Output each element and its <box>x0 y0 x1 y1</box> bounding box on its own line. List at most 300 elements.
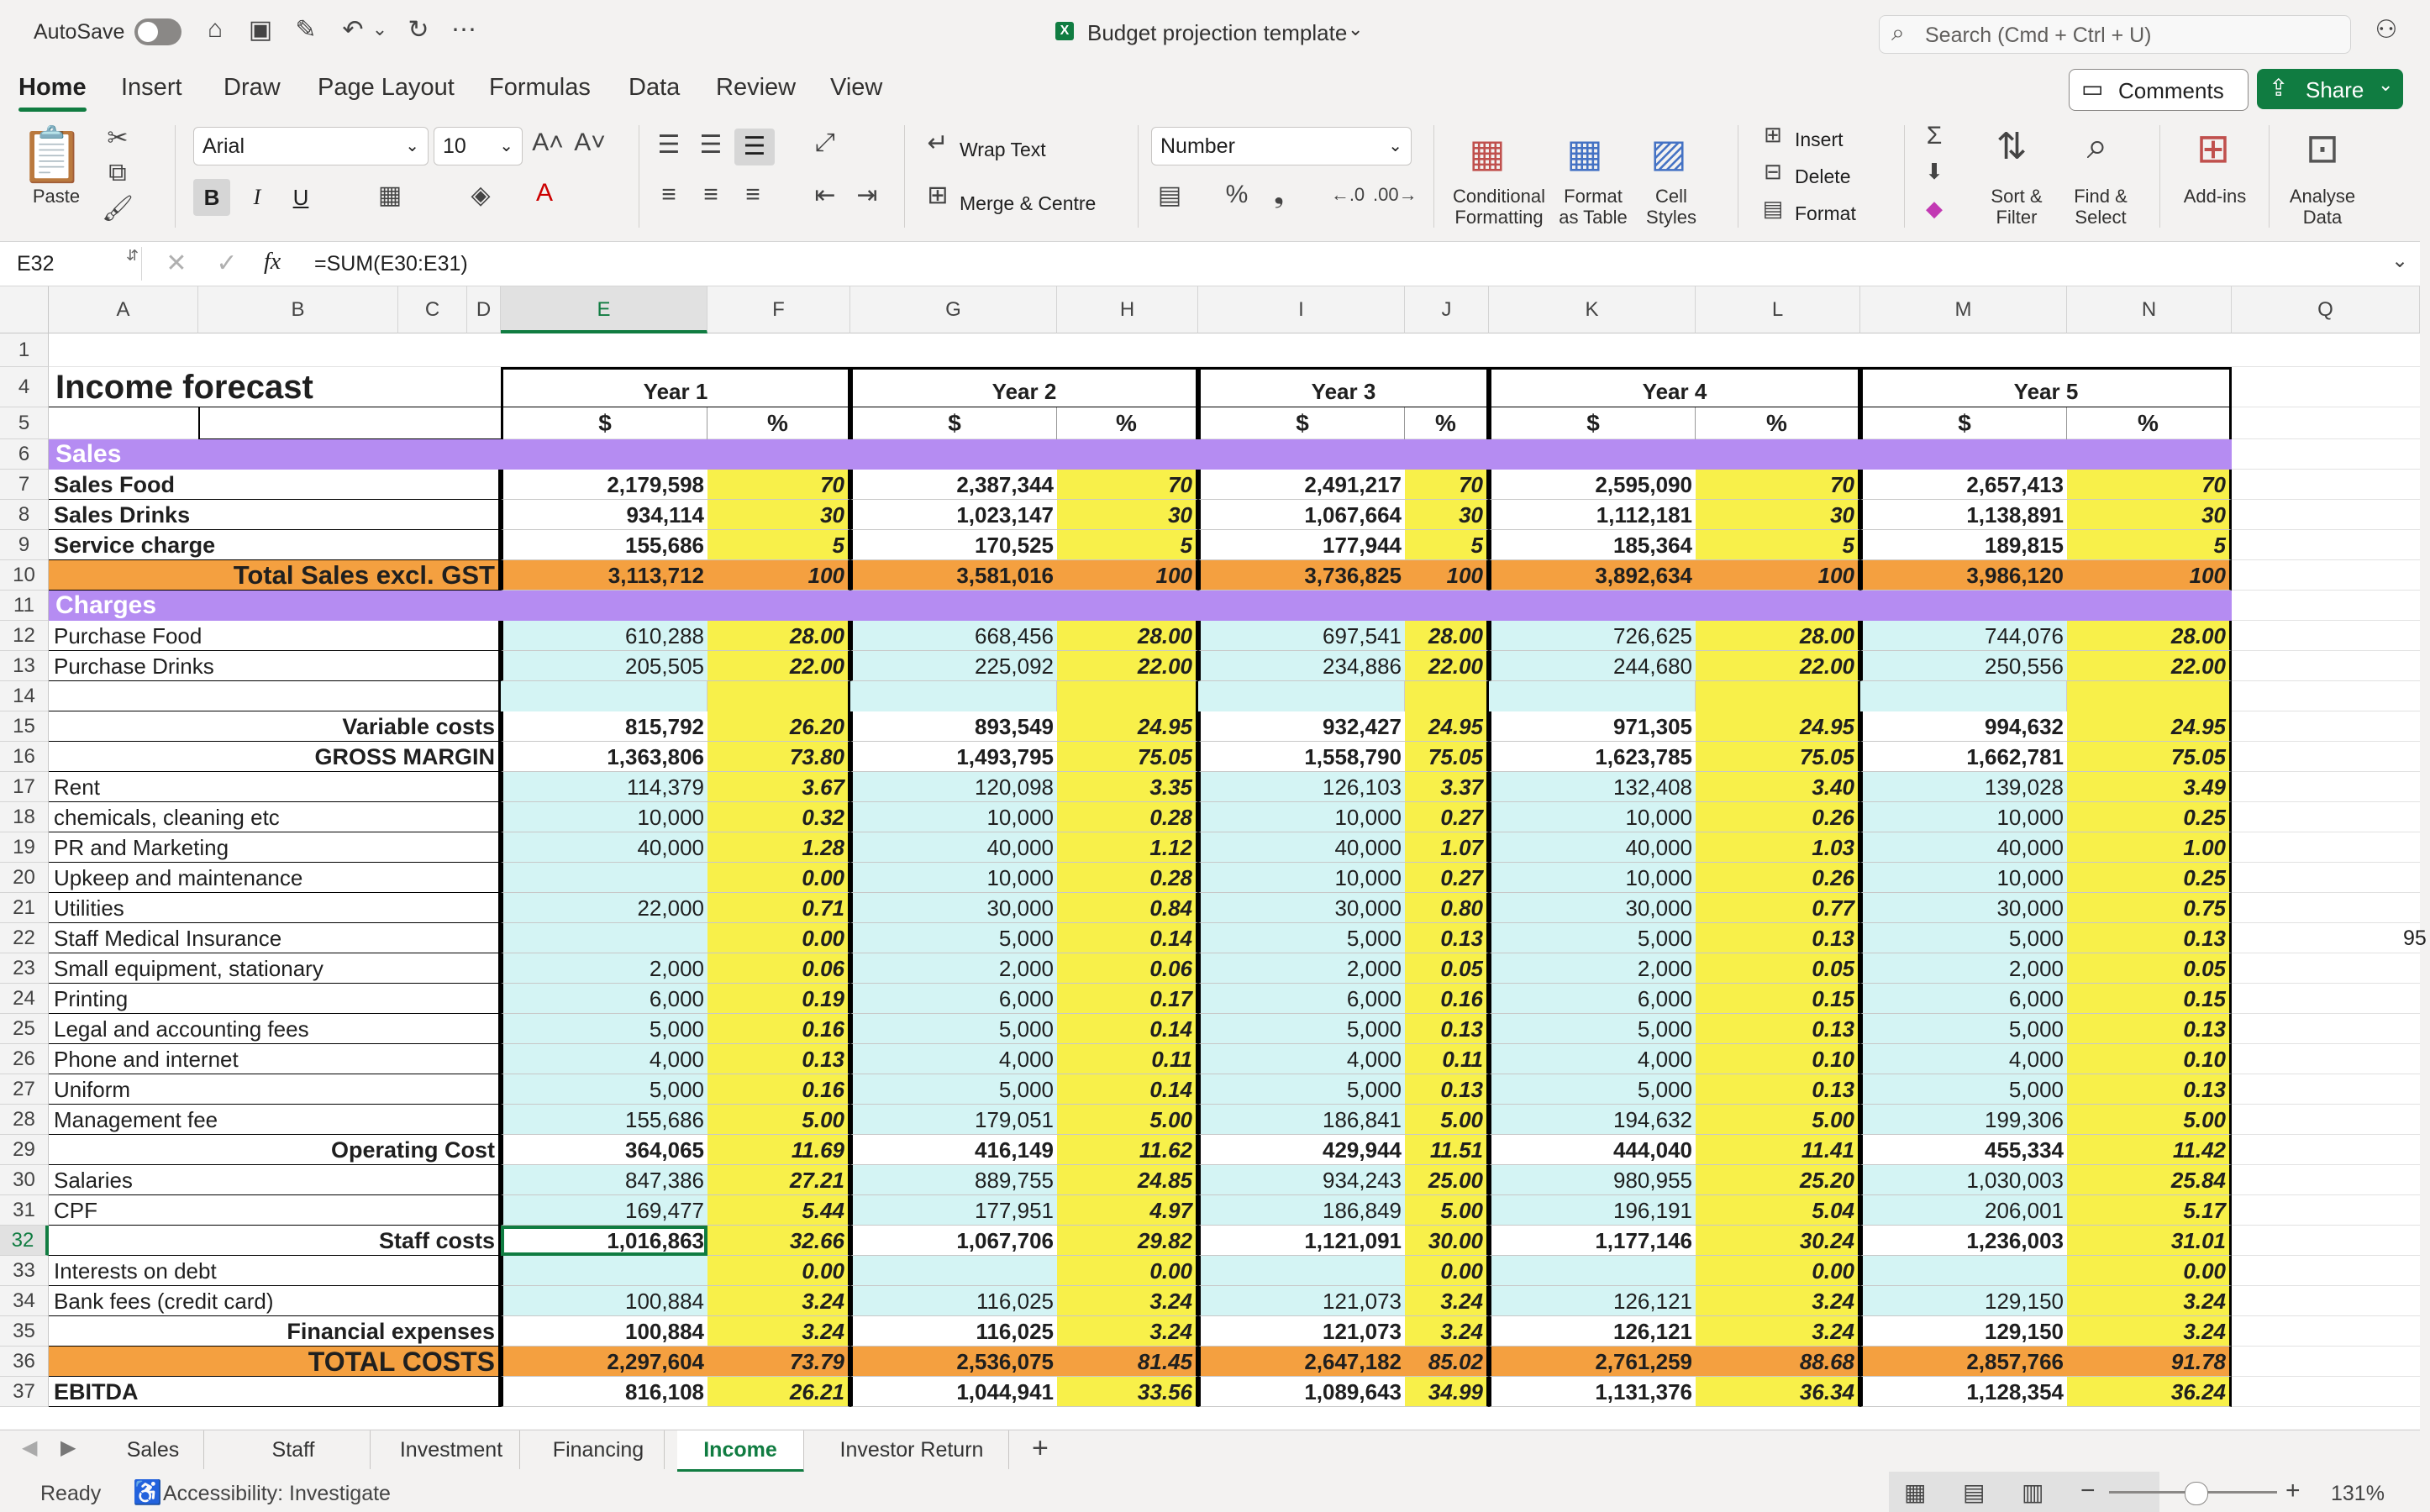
percent-cell[interactable]: 0.84 <box>1057 893 1198 923</box>
percent-cell[interactable]: 5.00 <box>1405 1195 1489 1226</box>
percent-cell[interactable]: 11.51 <box>1405 1135 1489 1165</box>
value-cell[interactable]: 1,493,795 <box>850 742 1057 772</box>
percent-cell[interactable]: 100 <box>707 560 850 591</box>
percent-cell[interactable]: 0.16 <box>707 1014 850 1044</box>
percent-cell[interactable] <box>707 681 850 711</box>
row-header[interactable]: 21 <box>0 893 49 923</box>
value-cell[interactable]: 6,000 <box>501 984 707 1014</box>
row-header[interactable]: 32 <box>0 1226 49 1256</box>
value-cell[interactable]: 2,000 <box>1860 953 2067 984</box>
percent-cell[interactable]: 36.34 <box>1696 1377 1860 1407</box>
value-cell[interactable]: 40,000 <box>501 832 707 863</box>
value-cell[interactable]: 155,686 <box>501 530 707 560</box>
sort-filter-label[interactable]: Sort & Filter <box>1991 186 2043 228</box>
percent-cell[interactable]: 0.06 <box>1057 953 1198 984</box>
value-cell[interactable]: 668,456 <box>850 621 1057 651</box>
value-cell[interactable]: 5,000 <box>850 1074 1057 1105</box>
value-cell[interactable]: 1,023,147 <box>850 500 1057 530</box>
column-header[interactable]: L <box>1696 286 1860 333</box>
clear-icon[interactable]: ◆ <box>1926 196 1943 221</box>
column-header[interactable]: C <box>398 286 467 333</box>
percent-cell[interactable]: 28.00 <box>1696 621 1860 651</box>
percent-cell[interactable]: 100 <box>1057 560 1198 591</box>
value-cell[interactable]: 2,647,182 <box>1198 1347 1405 1377</box>
value-cell[interactable]: 114,379 <box>501 772 707 802</box>
percent-cell[interactable]: 5.17 <box>2067 1195 2232 1226</box>
percent-cell[interactable]: 24.95 <box>1057 711 1198 742</box>
percent-cell[interactable]: 0.13 <box>1696 923 1860 953</box>
percent-cell[interactable]: 0.00 <box>1057 1256 1198 1286</box>
increase-decimal-icon[interactable]: ←.0 <box>1330 184 1365 205</box>
percent-cell[interactable]: 22.00 <box>707 651 850 681</box>
column-header[interactable]: K <box>1489 286 1696 333</box>
sheet-tab[interactable]: Investor Return <box>815 1431 1009 1469</box>
value-cell[interactable] <box>1489 1256 1696 1286</box>
percent-cell[interactable]: 30 <box>1696 500 1860 530</box>
value-cell[interactable]: 10,000 <box>1489 802 1696 832</box>
percent-cell[interactable]: 0.11 <box>1057 1044 1198 1074</box>
value-cell[interactable]: 250,556 <box>1860 651 2067 681</box>
row-label[interactable]: Upkeep and maintenance <box>49 863 501 893</box>
percent-cell[interactable]: 0.26 <box>1696 863 1860 893</box>
align-center-icon[interactable]: ≡ <box>703 181 718 208</box>
value-cell[interactable] <box>1860 681 2067 711</box>
column-header[interactable]: F <box>707 286 850 333</box>
zoom-out-icon[interactable]: − <box>2080 1477 2096 1504</box>
row-label[interactable]: chemicals, cleaning etc <box>49 802 501 832</box>
row-header[interactable]: 9 <box>0 530 49 560</box>
row-header[interactable]: 37 <box>0 1377 49 1407</box>
row-label[interactable]: Printing <box>49 984 501 1014</box>
value-cell[interactable]: 185,364 <box>1489 530 1696 560</box>
percent-cell[interactable]: 0.00 <box>707 1256 850 1286</box>
percent-cell[interactable]: 5 <box>707 530 850 560</box>
percent-cell[interactable]: 4.97 <box>1057 1195 1198 1226</box>
percent-cell[interactable]: 0.28 <box>1057 863 1198 893</box>
zoom-slider-thumb[interactable] <box>2185 1482 2208 1505</box>
row-header[interactable]: 11 <box>0 591 49 621</box>
value-cell[interactable]: 169,477 <box>501 1195 707 1226</box>
row-header[interactable]: 16 <box>0 742 49 772</box>
value-cell[interactable]: 1,662,781 <box>1860 742 2067 772</box>
save-icon[interactable]: ▣ <box>248 16 273 44</box>
column-header[interactable]: M <box>1860 286 2067 333</box>
value-cell[interactable]: 934,114 <box>501 500 707 530</box>
value-cell[interactable]: 744,076 <box>1860 621 2067 651</box>
percent-style-icon[interactable]: % <box>1225 181 1249 208</box>
conditional-formatting-icon[interactable]: ▦ <box>1469 131 1506 175</box>
row-label[interactable]: Bank fees (credit card) <box>49 1286 501 1316</box>
value-cell[interactable]: 1,121,091 <box>1198 1226 1405 1256</box>
percent-cell[interactable]: 22.00 <box>1405 651 1489 681</box>
borders-icon[interactable]: ▦ <box>377 181 402 209</box>
value-cell[interactable] <box>1198 681 1405 711</box>
row-label[interactable]: Phone and internet <box>49 1044 501 1074</box>
percent-cell[interactable]: 11.42 <box>2067 1135 2232 1165</box>
row-label[interactable]: Total Sales excl. GST <box>49 560 501 591</box>
percent-cell[interactable]: 11.41 <box>1696 1135 1860 1165</box>
comma-style-icon[interactable]: ❟ <box>1274 181 1284 208</box>
value-cell[interactable]: 934,243 <box>1198 1165 1405 1195</box>
format-as-table-icon[interactable]: ▦ <box>1566 131 1603 175</box>
row-label[interactable]: Staff Medical Insurance <box>49 923 501 953</box>
value-cell[interactable]: 186,849 <box>1198 1195 1405 1226</box>
percent-cell[interactable]: 0.14 <box>1057 923 1198 953</box>
decrease-decimal-icon[interactable]: .00→ <box>1373 184 1418 205</box>
value-cell[interactable]: 155,686 <box>501 1105 707 1135</box>
value-cell[interactable]: 1,128,354 <box>1860 1377 2067 1407</box>
row-label[interactable]: Sales Food <box>49 470 501 500</box>
format-as-table-label[interactable]: Format as Table <box>1559 186 1628 228</box>
value-cell[interactable]: 932,427 <box>1198 711 1405 742</box>
row-label[interactable]: TOTAL COSTS <box>49 1347 501 1377</box>
percent-cell[interactable]: 0.77 <box>1696 893 1860 923</box>
percent-cell[interactable]: 30 <box>707 500 850 530</box>
value-cell[interactable]: 610,288 <box>501 621 707 651</box>
share-button[interactable] <box>2257 69 2403 109</box>
value-cell[interactable]: 1,030,003 <box>1860 1165 2067 1195</box>
insert-cells-icon[interactable]: ⊞ <box>1764 122 1782 147</box>
row-label[interactable]: GROSS MARGIN <box>49 742 501 772</box>
value-cell[interactable]: 1,067,664 <box>1198 500 1405 530</box>
percent-cell[interactable]: 0.06 <box>707 953 850 984</box>
expand-formula-bar-icon[interactable]: ⌄ <box>2391 249 2409 272</box>
wrap-text-icon[interactable]: ↵ <box>927 129 949 157</box>
increase-indent-icon[interactable]: ⇥ <box>856 181 878 209</box>
value-cell[interactable]: 2,000 <box>501 953 707 984</box>
percent-cell[interactable]: 28.00 <box>1405 621 1489 651</box>
percent-cell[interactable] <box>1405 681 1489 711</box>
value-cell[interactable]: 10,000 <box>1198 863 1405 893</box>
enter-icon[interactable]: ✓ <box>216 249 238 277</box>
row-header[interactable]: 10 <box>0 560 49 591</box>
decrease-indent-icon[interactable]: ⇤ <box>814 181 836 209</box>
value-cell[interactable]: 2,761,259 <box>1489 1347 1696 1377</box>
percent-cell[interactable]: 3.49 <box>2067 772 2232 802</box>
value-cell[interactable]: 40,000 <box>1860 832 2067 863</box>
addins-icon[interactable]: ⊞ <box>2196 127 2231 171</box>
percent-cell[interactable]: 5.44 <box>707 1195 850 1226</box>
percent-cell[interactable]: 26.20 <box>707 711 850 742</box>
undo-dropdown-icon[interactable]: ⌄ <box>371 18 388 39</box>
sheet-tab[interactable]: Staff <box>217 1431 371 1469</box>
row-label[interactable]: PR and Marketing <box>49 832 501 863</box>
percent-cell[interactable]: 3.24 <box>1405 1316 1489 1347</box>
formula-input[interactable]: =SUM(E30:E31) <box>314 252 468 276</box>
column-header[interactable]: E <box>501 286 707 333</box>
value-cell[interactable]: 10,000 <box>501 802 707 832</box>
value-cell[interactable]: 6,000 <box>1489 984 1696 1014</box>
value-cell[interactable]: 2,000 <box>1489 953 1696 984</box>
value-cell[interactable]: 116,025 <box>850 1316 1057 1347</box>
percent-cell[interactable]: 0.10 <box>1696 1044 1860 1074</box>
percent-cell[interactable]: 22.00 <box>2067 651 2232 681</box>
value-cell[interactable] <box>1198 1256 1405 1286</box>
row-header[interactable]: 18 <box>0 802 49 832</box>
fill-icon[interactable]: ⬇ <box>1925 159 1943 184</box>
percent-cell[interactable]: 0.25 <box>2067 802 2232 832</box>
value-cell[interactable]: 179,051 <box>850 1105 1057 1135</box>
row-label[interactable]: Uniform <box>49 1074 501 1105</box>
paste-icon[interactable]: 📋 <box>18 124 86 185</box>
percent-cell[interactable]: 0.10 <box>2067 1044 2232 1074</box>
cut-icon[interactable]: ✂ <box>107 124 129 152</box>
percent-cell[interactable]: 0.13 <box>1405 1014 1489 1044</box>
value-cell[interactable]: 244,680 <box>1489 651 1696 681</box>
select-all-corner[interactable] <box>0 286 49 333</box>
percent-cell[interactable]: 5.00 <box>1696 1105 1860 1135</box>
label-cell[interactable] <box>198 407 501 439</box>
row-label[interactable]: Variable costs <box>49 711 501 742</box>
percent-cell[interactable]: 75.05 <box>1057 742 1198 772</box>
value-cell[interactable]: 5,000 <box>501 1014 707 1044</box>
value-cell[interactable]: 2,387,344 <box>850 470 1057 500</box>
row-label[interactable]: Sales Drinks <box>49 500 501 530</box>
percent-cell[interactable]: 36.24 <box>2067 1377 2232 1407</box>
value-cell[interactable]: 177,944 <box>1198 530 1405 560</box>
percent-cell[interactable]: 73.79 <box>707 1347 850 1377</box>
percent-cell[interactable]: 5 <box>1405 530 1489 560</box>
value-cell[interactable]: 10,000 <box>1860 863 2067 893</box>
percent-cell[interactable]: 0.71 <box>707 893 850 923</box>
percent-cell[interactable]: 70 <box>707 470 850 500</box>
row-label[interactable]: Rent <box>49 772 501 802</box>
tab-home[interactable]: Home <box>18 74 87 101</box>
value-cell[interactable]: 2,857,766 <box>1860 1347 2067 1377</box>
row-header[interactable]: 33 <box>0 1256 49 1286</box>
percent-cell[interactable]: 100 <box>1696 560 1860 591</box>
row-label[interactable]: Service charge <box>49 530 501 560</box>
row-header[interactable]: 36 <box>0 1347 49 1377</box>
percent-cell[interactable]: 75.05 <box>2067 742 2232 772</box>
value-cell[interactable]: 2,000 <box>1198 953 1405 984</box>
delete-label[interactable]: Delete <box>1795 165 1851 187</box>
row-header[interactable]: 24 <box>0 984 49 1014</box>
row-label[interactable]: Operating Cost <box>49 1135 501 1165</box>
column-header[interactable]: H <box>1057 286 1198 333</box>
row-header[interactable]: 15 <box>0 711 49 742</box>
value-cell[interactable]: 3,581,016 <box>850 560 1057 591</box>
account-icon[interactable]: ⚇ <box>2375 16 2398 44</box>
percent-cell[interactable]: 73.80 <box>707 742 850 772</box>
value-cell[interactable]: 5,000 <box>850 923 1057 953</box>
value-cell[interactable]: 3,113,712 <box>501 560 707 591</box>
percent-cell[interactable]: 34.99 <box>1405 1377 1489 1407</box>
value-cell[interactable]: 40,000 <box>850 832 1057 863</box>
zoom-level[interactable]: 131% <box>2331 1482 2385 1505</box>
autosave-toggle[interactable] <box>134 18 181 45</box>
percent-cell[interactable]: 0.80 <box>1405 893 1489 923</box>
percent-cell[interactable]: 75.05 <box>1405 742 1489 772</box>
percent-cell[interactable]: 81.45 <box>1057 1347 1198 1377</box>
addins-label[interactable]: Add-ins <box>2183 186 2247 207</box>
percent-cell[interactable]: 25.20 <box>1696 1165 1860 1195</box>
value-cell[interactable]: 199,306 <box>1860 1105 2067 1135</box>
value-cell[interactable]: 132,408 <box>1489 772 1696 802</box>
percent-cell[interactable]: 22.00 <box>1696 651 1860 681</box>
value-cell[interactable]: 1,067,706 <box>850 1226 1057 1256</box>
value-cell[interactable]: 5,000 <box>1198 1014 1405 1044</box>
percent-cell[interactable]: 100 <box>2067 560 2232 591</box>
percent-cell[interactable]: 0.16 <box>1405 984 1489 1014</box>
value-cell[interactable]: 30,000 <box>850 893 1057 923</box>
value-cell[interactable]: 10,000 <box>850 802 1057 832</box>
percent-cell[interactable]: 0.00 <box>1405 1256 1489 1286</box>
percent-cell[interactable] <box>2067 681 2232 711</box>
percent-cell[interactable]: 30 <box>1405 500 1489 530</box>
value-cell[interactable]: 4,000 <box>1860 1044 2067 1074</box>
value-cell[interactable]: 889,755 <box>850 1165 1057 1195</box>
percent-cell[interactable]: 3.24 <box>707 1286 850 1316</box>
value-cell[interactable]: 189,815 <box>1860 530 2067 560</box>
percent-cell[interactable]: 29.82 <box>1057 1226 1198 1256</box>
percent-cell[interactable]: 0.05 <box>2067 953 2232 984</box>
value-cell[interactable]: 5,000 <box>1860 923 2067 953</box>
row-header[interactable]: 26 <box>0 1044 49 1074</box>
percent-cell[interactable]: 0.11 <box>1405 1044 1489 1074</box>
value-cell[interactable]: 1,089,643 <box>1198 1377 1405 1407</box>
value-cell[interactable]: 5,000 <box>1198 1074 1405 1105</box>
font-name-select[interactable] <box>193 127 429 165</box>
value-cell[interactable]: 126,103 <box>1198 772 1405 802</box>
value-cell[interactable]: 3,986,120 <box>1860 560 2067 591</box>
percent-cell[interactable]: 1.03 <box>1696 832 1860 863</box>
percent-cell[interactable]: 0.00 <box>707 923 850 953</box>
value-cell[interactable]: 5,000 <box>1489 1074 1696 1105</box>
percent-cell[interactable]: 30 <box>2067 500 2232 530</box>
percent-cell[interactable]: 100 <box>1405 560 1489 591</box>
percent-cell[interactable]: 0.05 <box>1696 953 1860 984</box>
percent-cell[interactable]: 32.66 <box>707 1226 850 1256</box>
row-header[interactable]: 8 <box>0 500 49 530</box>
percent-cell[interactable]: 26.21 <box>707 1377 850 1407</box>
value-cell[interactable]: 5,000 <box>501 1074 707 1105</box>
cell-styles-label[interactable]: Cell Styles <box>1646 186 1696 228</box>
scroll-right-icon[interactable]: ▶ <box>60 1436 76 1459</box>
row-header[interactable]: 4 <box>0 367 49 407</box>
font-color-icon[interactable]: A <box>535 179 553 207</box>
name-box[interactable] <box>5 247 142 281</box>
percent-cell[interactable]: 70 <box>1696 470 1860 500</box>
value-cell[interactable]: 816,108 <box>501 1377 707 1407</box>
percent-cell[interactable]: 3.24 <box>1057 1286 1198 1316</box>
value-cell[interactable]: 726,625 <box>1489 621 1696 651</box>
value-cell[interactable]: 30,000 <box>1489 893 1696 923</box>
normal-view-icon[interactable]: ▦ <box>1904 1479 1927 1505</box>
value-cell[interactable] <box>1489 681 1696 711</box>
value-cell[interactable]: 100,884 <box>501 1286 707 1316</box>
format-label[interactable]: Format <box>1795 202 1856 224</box>
percent-cell[interactable]: 0.13 <box>1405 923 1489 953</box>
row-label[interactable]: Staff costs <box>49 1226 501 1256</box>
percent-cell[interactable]: 24.95 <box>2067 711 2232 742</box>
value-cell[interactable]: 10,000 <box>1860 802 2067 832</box>
value-cell[interactable]: 225,092 <box>850 651 1057 681</box>
percent-cell[interactable]: 0.15 <box>1696 984 1860 1014</box>
value-cell[interactable]: 10,000 <box>1198 802 1405 832</box>
percent-cell[interactable]: 11.69 <box>707 1135 850 1165</box>
percent-cell[interactable]: 0.13 <box>1696 1014 1860 1044</box>
active-cell-outline[interactable] <box>501 1226 707 1256</box>
zoom-in-icon[interactable]: + <box>2285 1477 2301 1504</box>
value-cell[interactable]: 1,138,891 <box>1860 500 2067 530</box>
percent-cell[interactable]: 3.24 <box>2067 1316 2232 1347</box>
value-cell[interactable]: 139,028 <box>1860 772 2067 802</box>
value-cell[interactable]: 5,000 <box>850 1014 1057 1044</box>
value-cell[interactable]: 121,073 <box>1198 1316 1405 1347</box>
find-select-icon[interactable]: ⌕ <box>2086 125 2108 166</box>
value-cell[interactable]: 6,000 <box>1860 984 2067 1014</box>
more-icon[interactable]: ⋯ <box>451 16 476 44</box>
percent-cell[interactable]: 22.00 <box>1057 651 1198 681</box>
value-cell[interactable]: 2,536,075 <box>850 1347 1057 1377</box>
row-label[interactable]: Small equipment, stationary <box>49 953 501 984</box>
value-cell[interactable]: 170,525 <box>850 530 1057 560</box>
value-cell[interactable]: 1,363,806 <box>501 742 707 772</box>
title-chevron-icon[interactable]: ⌄ <box>1348 18 1364 39</box>
page-layout-view-icon[interactable]: ▤ <box>1963 1479 1986 1505</box>
value-cell[interactable]: 1,623,785 <box>1489 742 1696 772</box>
decrease-font-icon[interactable]: A˅ <box>574 129 606 156</box>
row-header[interactable]: 6 <box>0 439 49 470</box>
align-left-icon[interactable]: ≡ <box>661 181 676 208</box>
value-cell[interactable]: 5,000 <box>1860 1074 2067 1105</box>
analyse-data-label[interactable]: Analyse Data <box>2289 186 2356 228</box>
value-cell[interactable] <box>850 1256 1057 1286</box>
value-cell[interactable]: 1,016,863 <box>501 1226 707 1256</box>
value-cell[interactable] <box>501 923 707 953</box>
percent-cell[interactable]: 3.24 <box>1696 1316 1860 1347</box>
column-header[interactable]: I <box>1198 286 1405 333</box>
row-header[interactable]: 34 <box>0 1286 49 1316</box>
value-cell[interactable]: 177,951 <box>850 1195 1057 1226</box>
percent-cell[interactable]: 3.24 <box>1696 1286 1860 1316</box>
format-painter-icon[interactable]: 🖌 <box>101 195 134 223</box>
value-cell[interactable]: 1,177,146 <box>1489 1226 1696 1256</box>
percent-cell[interactable]: 70 <box>1405 470 1489 500</box>
percent-cell[interactable]: 5.00 <box>1405 1105 1489 1135</box>
percent-cell[interactable]: 30.00 <box>1405 1226 1489 1256</box>
scroll-left-icon[interactable]: ◀ <box>22 1436 38 1459</box>
row-header[interactable]: 29 <box>0 1135 49 1165</box>
align-top-icon[interactable]: ☰ <box>657 131 681 159</box>
value-cell[interactable]: 5,000 <box>1489 923 1696 953</box>
value-cell[interactable]: 10,000 <box>1489 863 1696 893</box>
accessibility-icon[interactable]: ♿ <box>133 1479 162 1505</box>
column-header[interactable]: G <box>850 286 1057 333</box>
merge-centre-label[interactable]: Merge & Centre <box>960 192 1097 214</box>
percent-cell[interactable]: 0.00 <box>2067 1256 2232 1286</box>
value-cell[interactable] <box>501 1256 707 1286</box>
value-cell[interactable] <box>501 863 707 893</box>
add-sheet-icon[interactable]: + <box>1032 1432 1049 1464</box>
percent-cell[interactable]: 75.05 <box>1696 742 1860 772</box>
fill-color-icon[interactable]: ◈ <box>471 181 491 209</box>
find-select-label[interactable]: Find & Select <box>2074 186 2128 228</box>
value-cell[interactable]: 2,000 <box>850 953 1057 984</box>
row-label[interactable]: Purchase Food <box>49 621 501 651</box>
font-size-select[interactable] <box>434 127 523 165</box>
value-cell[interactable]: 364,065 <box>501 1135 707 1165</box>
value-cell[interactable]: 5,000 <box>1489 1014 1696 1044</box>
tab-view[interactable]: View <box>830 74 883 101</box>
row-header[interactable]: 13 <box>0 651 49 681</box>
row-header[interactable]: 5 <box>0 407 49 439</box>
tab-data[interactable]: Data <box>629 74 681 101</box>
value-cell[interactable]: 1,558,790 <box>1198 742 1405 772</box>
percent-cell[interactable]: 25.00 <box>1405 1165 1489 1195</box>
value-cell[interactable]: 2,491,217 <box>1198 470 1405 500</box>
